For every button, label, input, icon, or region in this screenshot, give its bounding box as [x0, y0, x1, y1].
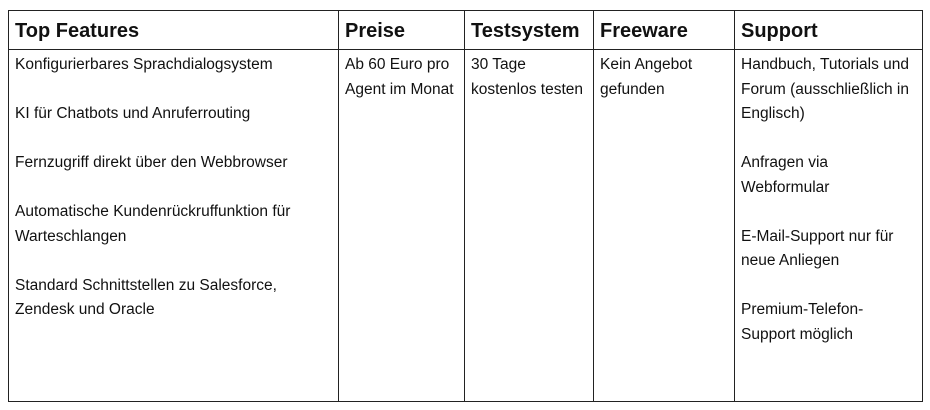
- features-cell: [9, 50, 339, 402]
- comparison-table-container: [8, 10, 922, 402]
- support-item: Premium-Telefon-Support möglich: [741, 301, 864, 343]
- feature-item: Standard Schnittstellen zu Salesforce, Zendesk und Oracle: [15, 276, 277, 318]
- testsystem-text: 30 Tage kostenlos testen: [471, 56, 584, 98]
- freeware-cell: [594, 50, 735, 402]
- freeware-text: Kein Angebot gefunden: [600, 56, 693, 98]
- preise-cell: [339, 50, 465, 402]
- feature-item: Automatische Kundenrückruffunktion für Warteschlangen: [15, 203, 291, 245]
- header-top-features: Top Features: [9, 11, 339, 50]
- feature-item: Konfigurierbares Sprachdialogsystem: [15, 56, 273, 73]
- header-testsystem: Testsystem: [465, 11, 594, 50]
- support-item: Handbuch, Tutorials und Forum (ausschließlich in Englisch): [741, 56, 910, 122]
- feature-item: KI für Chatbots und Anruferrouting: [15, 105, 251, 122]
- preise-text: Ab 60 Euro pro Agent im Monat: [345, 56, 454, 98]
- support-item: E-Mail-Support nur für neue Anliegen: [741, 227, 894, 269]
- header-freeware: Freeware: [594, 11, 735, 50]
- table-row: [9, 50, 923, 402]
- feature-item: Fernzugriff direkt über den Webbrowser: [15, 154, 288, 171]
- testsystem-cell: [465, 50, 594, 402]
- support-item: Anfragen via Webformular: [741, 154, 830, 196]
- support-cell: [735, 50, 923, 402]
- comparison-table: [8, 10, 923, 402]
- header-preise: Preise: [339, 11, 465, 50]
- header-support: Support: [735, 11, 923, 50]
- table-header-row: [9, 11, 923, 50]
